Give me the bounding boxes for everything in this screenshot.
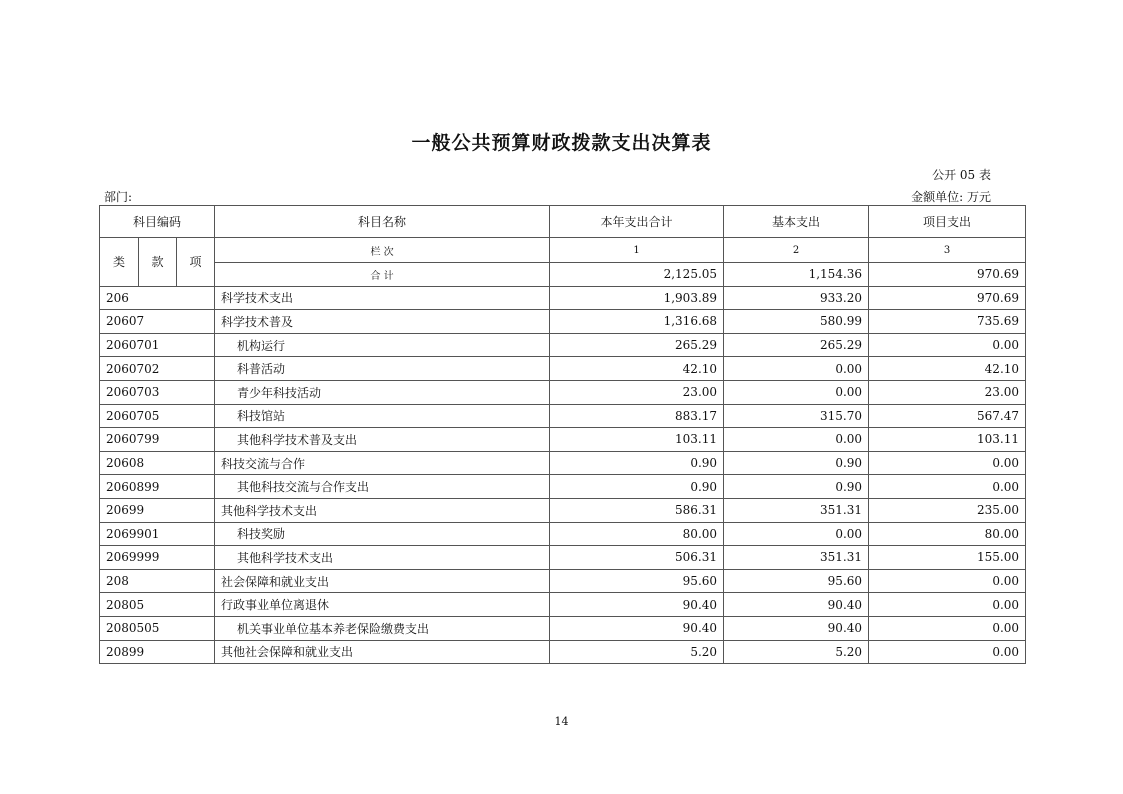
- totals-row: [100, 263, 1026, 287]
- row-basic: 90.40: [724, 593, 869, 617]
- total-amount: 2,125.05: [550, 263, 724, 287]
- table-row: [100, 357, 1026, 381]
- row-code: 2060701: [100, 333, 215, 357]
- row-total: 5.20: [550, 640, 724, 664]
- row-project: 0.00: [869, 475, 1026, 499]
- row-basic: 933.20: [724, 286, 869, 310]
- table-row: [100, 404, 1026, 428]
- row-code: 2069901: [100, 522, 215, 546]
- row-name: 科学技术普及: [215, 310, 550, 334]
- table-row: [100, 616, 1026, 640]
- row-name: 行政事业单位离退休: [215, 593, 550, 617]
- table-row: [100, 380, 1026, 404]
- row-project: 567.47: [869, 404, 1026, 428]
- row-code: 2060705: [100, 404, 215, 428]
- row-project: 0.00: [869, 640, 1026, 664]
- table-row: [100, 640, 1026, 664]
- row-total: 1,316.68: [550, 310, 724, 334]
- row-code: 20608: [100, 451, 215, 475]
- table-row: [100, 498, 1026, 522]
- sum-label: 合 计: [215, 263, 550, 287]
- row-name: 科学技术支出: [215, 286, 550, 310]
- row-basic: 265.29: [724, 333, 869, 357]
- row-code: 208: [100, 569, 215, 593]
- row-total: 90.40: [550, 616, 724, 640]
- column-index-1: 1: [550, 238, 724, 263]
- table-row: [100, 593, 1026, 617]
- row-name: 其他科学技术支出: [215, 546, 550, 570]
- row-project: 155.00: [869, 546, 1026, 570]
- header-project: 项目支出: [869, 206, 1026, 238]
- table-row: [100, 333, 1026, 357]
- header-row: [100, 206, 1026, 238]
- header-class: 类: [100, 238, 139, 287]
- row-basic: 0.00: [724, 428, 869, 452]
- expenditure-table: [99, 205, 1026, 664]
- row-total: 1,903.89: [550, 286, 724, 310]
- row-name: 其他科学技术支出: [215, 498, 550, 522]
- row-project: 103.11: [869, 428, 1026, 452]
- table-row: [100, 522, 1026, 546]
- row-total: 506.31: [550, 546, 724, 570]
- row-basic: 315.70: [724, 404, 869, 428]
- row-name: 科技奖励: [215, 522, 550, 546]
- row-project: 0.00: [869, 593, 1026, 617]
- row-name: 科普活动: [215, 357, 550, 381]
- page-title: 一般公共预算财政拨款支出决算表: [411, 132, 712, 154]
- row-total: 80.00: [550, 522, 724, 546]
- row-total: 103.11: [550, 428, 724, 452]
- total-basic: 1,154.36: [724, 263, 869, 287]
- row-total: 95.60: [550, 569, 724, 593]
- row-basic: 5.20: [724, 640, 869, 664]
- column-index-row: [100, 238, 1026, 263]
- total-project: 970.69: [869, 263, 1026, 287]
- row-code: 2060703: [100, 380, 215, 404]
- row-basic: 351.31: [724, 498, 869, 522]
- table-row: [100, 451, 1026, 475]
- row-project: 0.00: [869, 451, 1026, 475]
- row-project: 0.00: [869, 569, 1026, 593]
- row-code: 2069999: [100, 546, 215, 570]
- column-label: 栏 次: [215, 238, 550, 263]
- department-label: 部门:: [104, 190, 133, 204]
- row-name: 科技交流与合作: [215, 451, 550, 475]
- column-index-3: 3: [869, 238, 1026, 263]
- table-row: [100, 475, 1026, 499]
- header-code: 科目编码: [100, 206, 215, 238]
- table-row: [100, 310, 1026, 334]
- row-basic: 0.00: [724, 522, 869, 546]
- row-basic: 0.90: [724, 451, 869, 475]
- row-total: 90.40: [550, 593, 724, 617]
- column-index-2: 2: [724, 238, 869, 263]
- table-row: [100, 286, 1026, 310]
- table-row: [100, 546, 1026, 570]
- row-name: 其他社会保障和就业支出: [215, 640, 550, 664]
- row-project: 235.00: [869, 498, 1026, 522]
- row-code: 2060899: [100, 475, 215, 499]
- row-basic: 90.40: [724, 616, 869, 640]
- row-project: 23.00: [869, 380, 1026, 404]
- row-code: 2080505: [100, 616, 215, 640]
- row-code: 20607: [100, 310, 215, 334]
- row-project: 970.69: [869, 286, 1026, 310]
- row-basic: 95.60: [724, 569, 869, 593]
- row-total: 265.29: [550, 333, 724, 357]
- row-name: 机构运行: [215, 333, 550, 357]
- row-project: 735.69: [869, 310, 1026, 334]
- row-code: 20699: [100, 498, 215, 522]
- header-total: 本年支出合计: [550, 206, 724, 238]
- row-name: 青少年科技活动: [215, 380, 550, 404]
- header-basic: 基本支出: [724, 206, 869, 238]
- row-project: 0.00: [869, 616, 1026, 640]
- row-code: 2060799: [100, 428, 215, 452]
- row-total: 0.90: [550, 451, 724, 475]
- row-name: 科技馆站: [215, 404, 550, 428]
- form-number: 公开 05 表: [932, 168, 991, 182]
- row-name: 其他科学技术普及支出: [215, 428, 550, 452]
- row-name: 机关事业单位基本养老保险缴费支出: [215, 616, 550, 640]
- row-project: 42.10: [869, 357, 1026, 381]
- header-item: 项: [177, 238, 215, 287]
- row-basic: 580.99: [724, 310, 869, 334]
- row-code: 20805: [100, 593, 215, 617]
- row-total: 23.00: [550, 380, 724, 404]
- table-row: [100, 569, 1026, 593]
- amount-unit-label: 金额单位: 万元: [911, 190, 991, 204]
- row-basic: 351.31: [724, 546, 869, 570]
- row-basic: 0.90: [724, 475, 869, 499]
- row-project: 0.00: [869, 333, 1026, 357]
- row-code: 20899: [100, 640, 215, 664]
- table-row: [100, 428, 1026, 452]
- row-total: 42.10: [550, 357, 724, 381]
- row-total: 0.90: [550, 475, 724, 499]
- row-basic: 0.00: [724, 380, 869, 404]
- page-number: 14: [554, 715, 569, 728]
- header-section: 款: [139, 238, 177, 287]
- row-basic: 0.00: [724, 357, 869, 381]
- header-name: 科目名称: [215, 206, 550, 238]
- row-total: 586.31: [550, 498, 724, 522]
- row-total: 883.17: [550, 404, 724, 428]
- row-code: 2060702: [100, 357, 215, 381]
- row-name: 社会保障和就业支出: [215, 569, 550, 593]
- row-code: 206: [100, 286, 215, 310]
- row-name: 其他科技交流与合作支出: [215, 475, 550, 499]
- row-project: 80.00: [869, 522, 1026, 546]
